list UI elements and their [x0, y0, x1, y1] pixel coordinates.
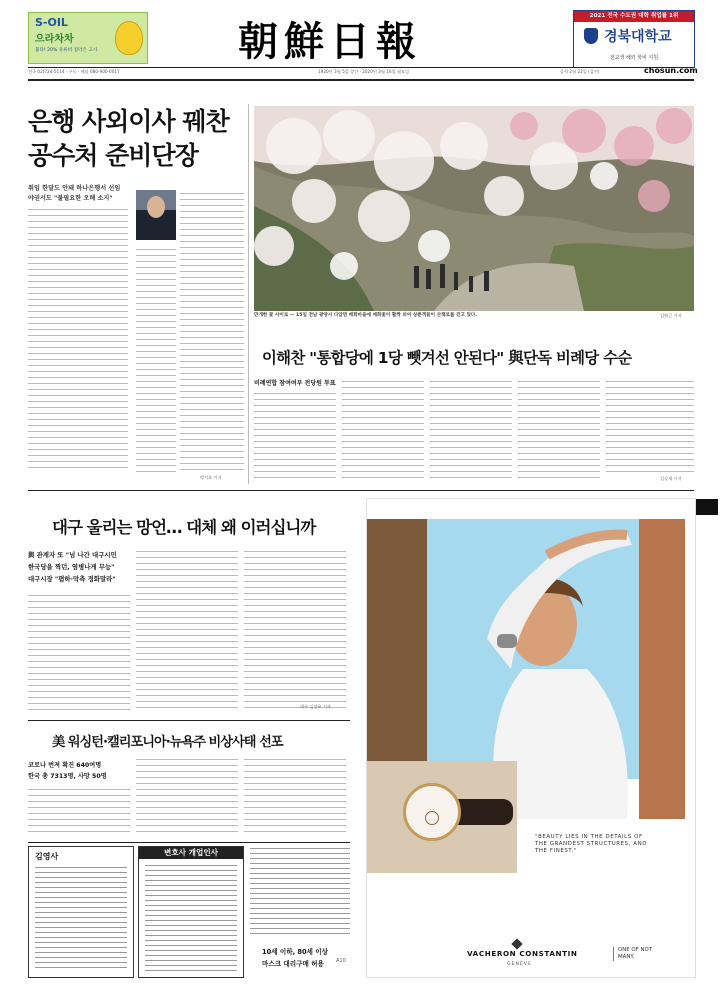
university-name: 경북대학교 [604, 29, 672, 45]
daegu-byline: 대구 김성윤 기자 [300, 704, 331, 709]
section-rule-2 [28, 720, 350, 721]
right-ad[interactable] [573, 10, 695, 68]
ad-pillar [639, 519, 685, 819]
lead-byline: 박지호 기자 [200, 475, 222, 480]
lead-portrait [136, 190, 176, 240]
university-crest-icon [584, 28, 598, 44]
us-col-2 [136, 756, 238, 836]
soil-sub: 불타! 20% 유류비 절약은 고사 [35, 48, 98, 53]
right-ad-top: 2021 전국 수도권 대학 취업률 1위 [574, 11, 694, 22]
watch-quote: "BEAUTY LIES IN THE DETAILS OF THE GRANDEST STRUCTURES, AND THE FINEST." [535, 834, 647, 854]
photo-caption-text: 만개한 꽃 사이로 — 15일 전남 광양시 다압면 매화마을에 매화꽃이 활짝 피어 상춘객들이 산책로를 걷고 있다. [254, 313, 478, 318]
politics-col-3 [430, 378, 512, 482]
section-rule-1 [28, 490, 694, 491]
site-link[interactable]: chosun.com [644, 66, 698, 75]
newspaper-title: 朝鮮日報 [238, 18, 422, 65]
lead-body-col-1 [28, 206, 128, 472]
left-ad[interactable] [28, 12, 148, 64]
small-ad-1-text [35, 865, 127, 971]
us-headline[interactable]: 美 워싱턴·캘리포니아·뉴욕주 비상사태 선포 [52, 735, 283, 750]
daegu-col-2 [136, 548, 238, 710]
masthead-date: 1920년 3월 5일 창간 · 2020년 3월 16일 월요일 [318, 69, 410, 74]
politics-col-5 [606, 378, 694, 474]
small-ad-2-text [145, 863, 237, 971]
small-ad-1-logo: 김영사 [35, 852, 59, 861]
mask-rule-1: 10세 이하, 80세 이상 [262, 948, 328, 956]
portrait-face-icon [147, 196, 165, 218]
politics-col-4 [518, 378, 600, 482]
daegu-subhead-3: 대구시장 "폄하·막측 정화말라" [28, 575, 116, 583]
daegu-col-3 [244, 548, 346, 710]
politics-subhead: 비례연합 참여여부 전당원 투표 [254, 380, 336, 387]
watch-ad[interactable] [366, 498, 696, 978]
photo-credit: 김영근 기자 [660, 313, 682, 318]
politics-byline: 김승재 기자 [660, 476, 682, 481]
daegu-subhead-2: 한국당을 찍던, 염병나게 무능" [28, 563, 115, 571]
lead-headline-1[interactable]: 은행 사외이사 꿰찬 [28, 107, 229, 136]
daegu-subhead-1: 與 관계자 또 "넘 나간 대구시민 [28, 551, 117, 559]
small-ad-1[interactable] [28, 846, 134, 978]
maltese-cross-icon [511, 938, 522, 949]
section-rule-3 [28, 842, 350, 843]
politics-col-2 [342, 378, 424, 482]
soil-logo: S-OIL [35, 16, 68, 29]
lead-body-col-2b [136, 246, 176, 472]
small-ad-3[interactable] [250, 846, 350, 976]
brand-tagline: ONE OF NOT MANY. [613, 947, 658, 961]
photo-caption [254, 313, 644, 319]
right-ad-sub: 전교생 해외 학비 지원 [609, 55, 659, 61]
ad-wall [367, 519, 427, 779]
plum-blossom-photo [254, 106, 694, 311]
politics-col-1 [254, 390, 336, 482]
brand-name: VACHERON CONSTANTIN [467, 949, 578, 958]
lead-body-col-2 [180, 190, 244, 472]
masthead-rule-2 [28, 79, 694, 81]
lead-headline-2[interactable]: 공수처 준비단장 [28, 141, 198, 170]
brand-city: GENÈVE [507, 962, 532, 967]
lead-subhead-1: 취임 한달도 안돼 하나은행서 선임 [28, 185, 121, 192]
mask-rule-2: 마스크 대리구매 허용 [262, 960, 324, 968]
mascot-icon [115, 21, 143, 55]
small-ad-2[interactable] [138, 846, 244, 978]
us-col-3 [244, 756, 346, 836]
small-ad-3-text [250, 846, 350, 938]
watch-tourbillon-icon [425, 811, 439, 825]
small-ad-2-title: 변호사 개업인사 [139, 847, 243, 859]
politics-headline[interactable]: 이해찬 "통합당에 1당 뺏겨선 안된다" 與단독 비례당 수순 [262, 349, 632, 367]
front-photo[interactable] [254, 106, 694, 311]
lead-subhead-2: 야권서도 "불필요한 오해 소지" [28, 195, 113, 202]
daegu-headline[interactable]: 대구 울리는 망언… 대체 왜 이러십니까 [52, 518, 316, 537]
column-rule [248, 104, 249, 484]
daegu-col-1 [28, 592, 130, 710]
mask-tag: A10 [336, 958, 346, 964]
masthead-lunar: 음력 2월 22일 (갑진) [560, 69, 600, 74]
soil-slogan: 으라차차 [35, 34, 74, 45]
us-subhead-1: 코로나 번져 확진 640여명 [28, 762, 102, 769]
masthead-left-info: 전국 02)724-5114 · 구독 · 배달 080-900-0017 [28, 69, 120, 74]
masthead-rule [28, 67, 694, 68]
us-col-1 [28, 786, 130, 836]
product-panel [367, 761, 517, 873]
us-subhead-2: 한국 총 7313명, 사망 50명 [28, 773, 107, 780]
